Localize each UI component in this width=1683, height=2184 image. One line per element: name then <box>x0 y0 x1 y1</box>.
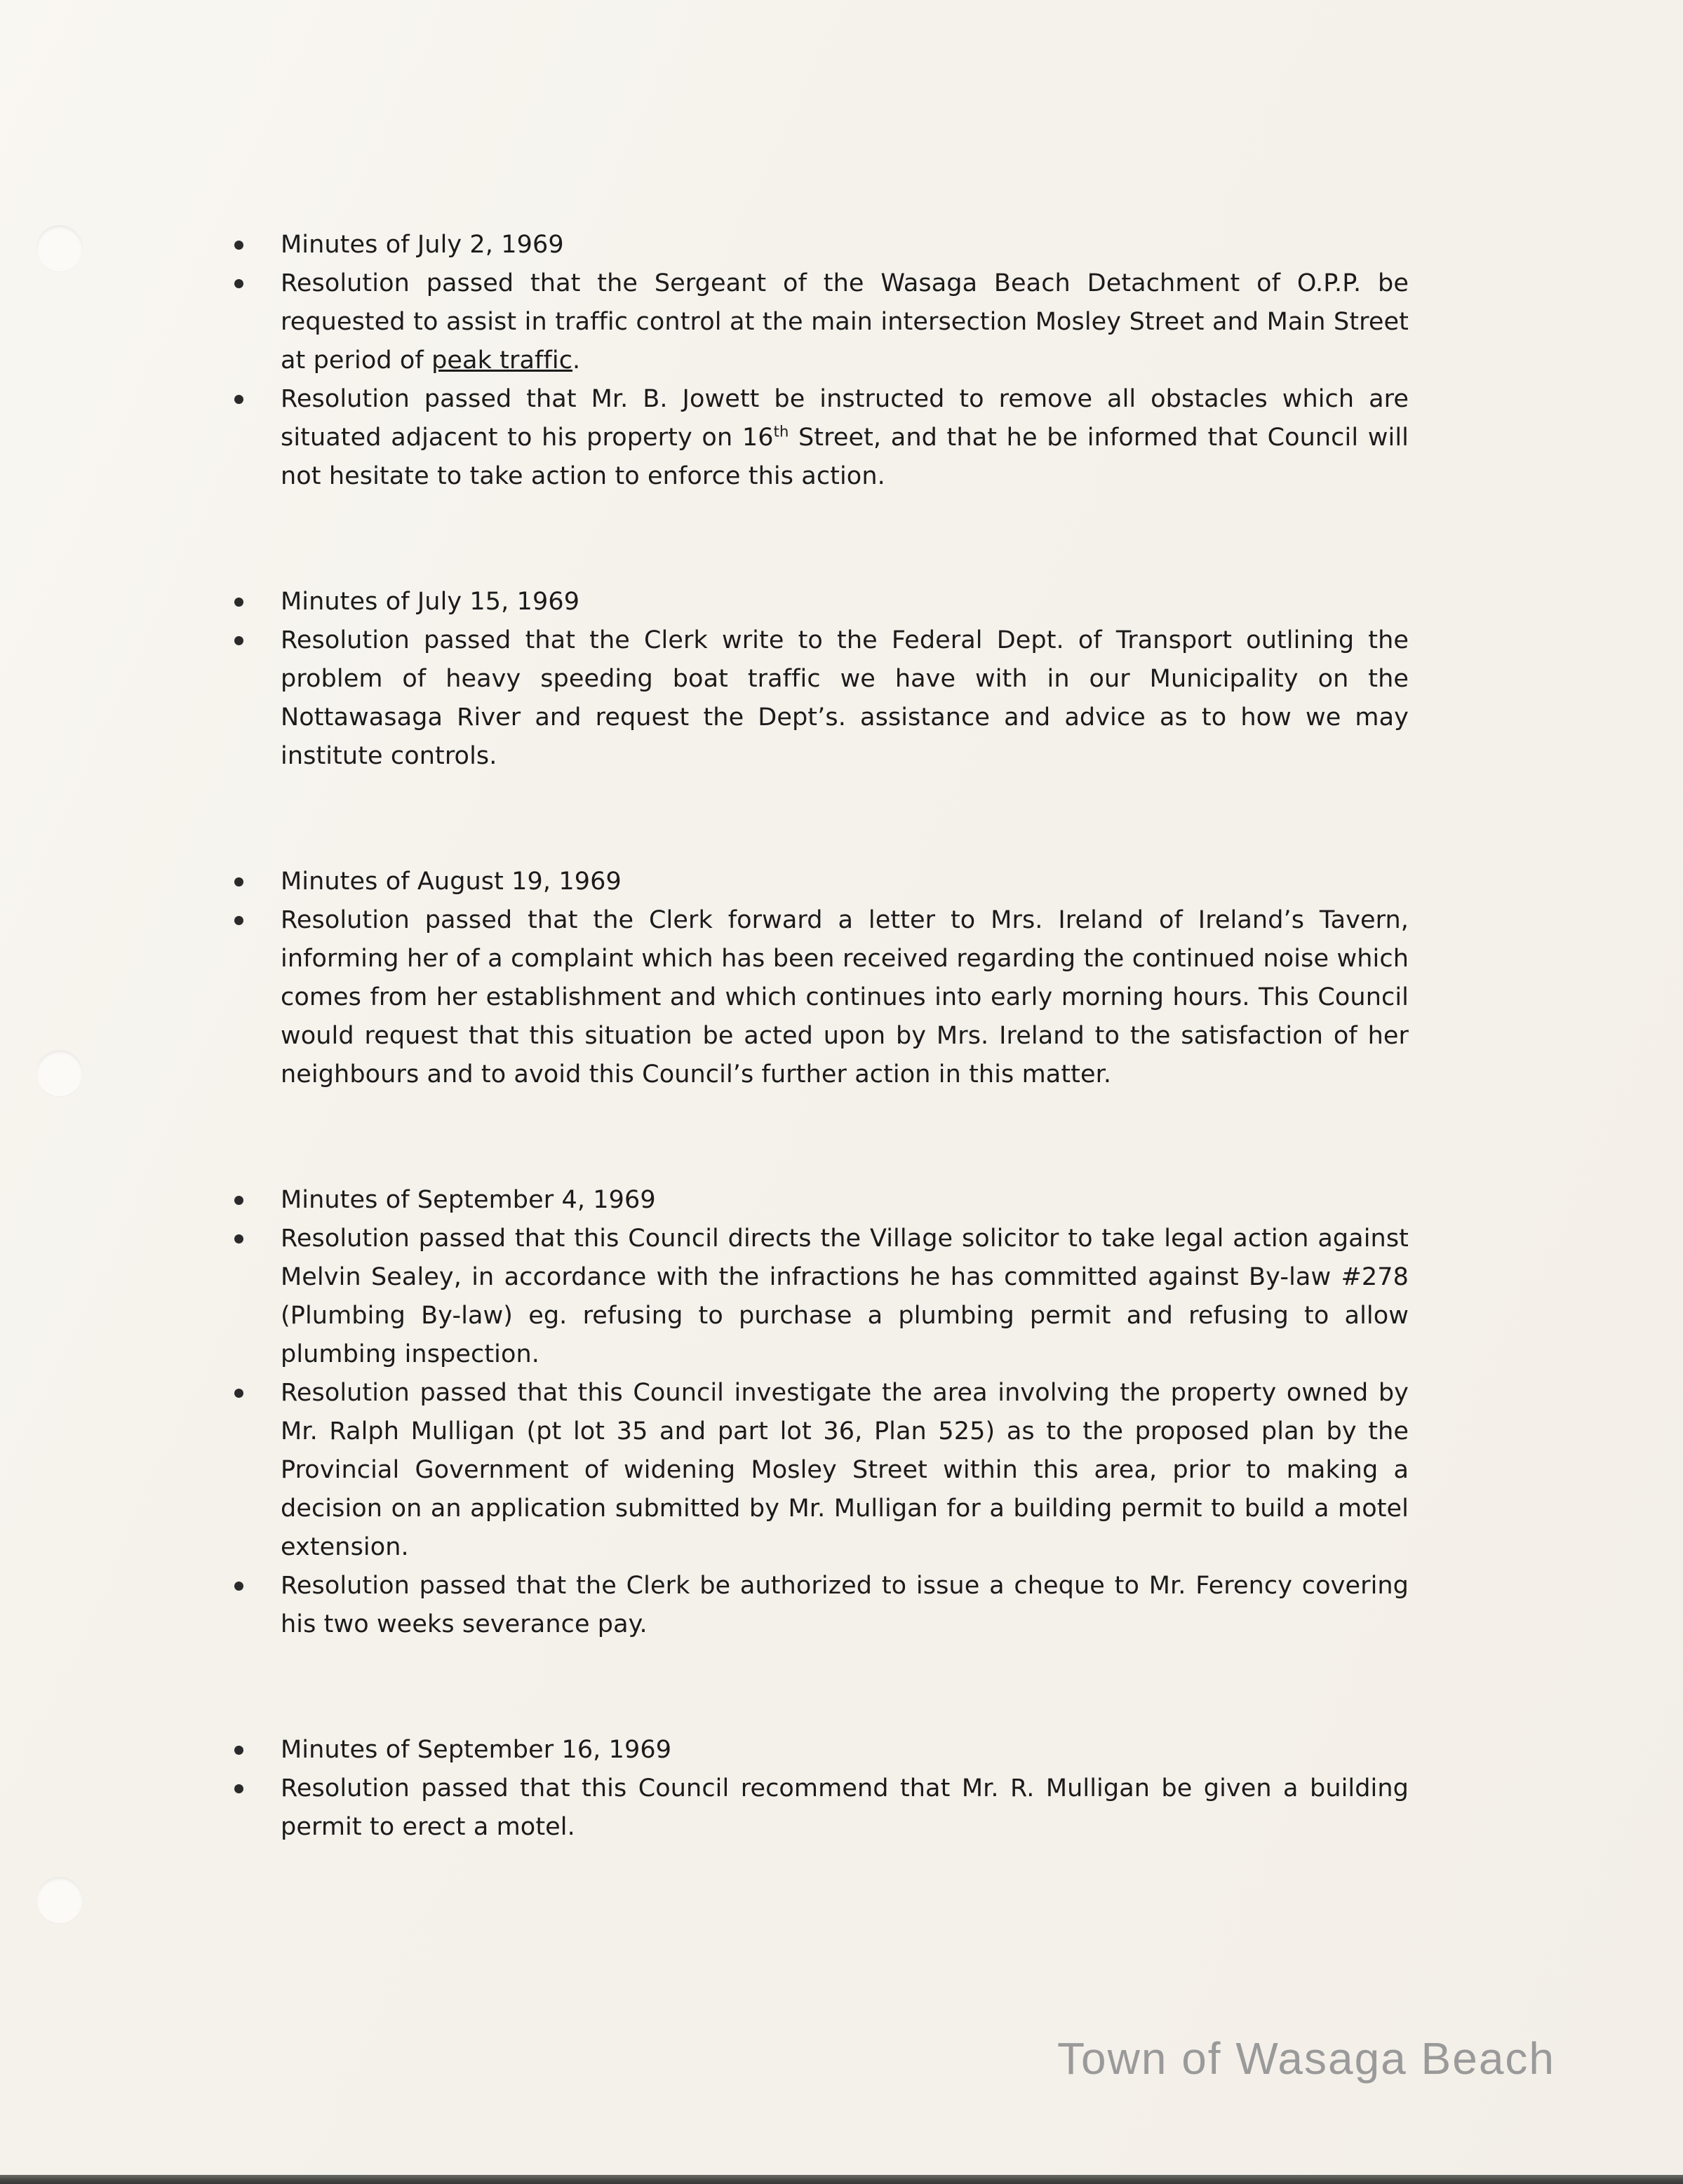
minutes-date-heading: Minutes of July 15, 1969 <box>281 583 1409 621</box>
bullet-list <box>281 1181 1409 1644</box>
resolution-text: . <box>572 346 581 375</box>
ordinal-suffix: th <box>773 423 789 440</box>
bullet-list <box>281 1731 1409 1847</box>
minutes-date-heading: Minutes of September 4, 1969 <box>281 1181 1409 1220</box>
minutes-section <box>281 583 1409 776</box>
minutes-section <box>281 863 1409 1094</box>
resolution-item <box>281 1220 1409 1374</box>
bullet-list <box>281 226 1409 496</box>
resolution-text: Street, and that he be informed that Council will not hesitate to take action to enforce this action. <box>281 424 1409 490</box>
hole-punch <box>36 1050 83 1096</box>
bullet-list <box>281 863 1409 1094</box>
minutes-date-heading: Minutes of September 16, 1969 <box>281 1731 1409 1770</box>
resolution-item <box>281 264 1409 380</box>
underlined-text: peak traffic <box>431 346 573 375</box>
resolution-item <box>281 901 1409 1094</box>
resolution-item <box>281 1374 1409 1567</box>
resolution-item <box>281 621 1409 776</box>
resolution-text: Resolution passed that the Clerk forward a letter to Mrs. Ireland of Ireland’s Tavern, informing her of a complaint which has been received regarding the continued noise which comes from her establishment and which continues into early morning hours. This Council would request that this situation be acted upon by Mrs. Ireland to the satisfaction of her neighbours and to avoid this Council’s further action in this matter. <box>281 906 1409 1088</box>
resolution-item <box>281 1770 1409 1847</box>
bullet-list <box>281 583 1409 776</box>
resolution-text: Resolution passed that the Clerk write to the Federal Dept. of Transport outlining the problem of heavy speeding boat traffic we have with in our Municipality on the Nottawasaga River and request the Dept’s. assistance and advice as to how we may institute controls. <box>281 626 1409 770</box>
resolution-text: Resolution passed that this Council recommend that Mr. R. Mulligan be given a building permit to erect a motel. <box>281 1774 1409 1841</box>
minutes-content <box>281 226 1409 1934</box>
watermark: Town of Wasaga Beach <box>1057 2033 1555 2084</box>
resolution-text: Resolution passed that this Council directs the Village solicitor to take legal action against Melvin Sealey, in accordance with the infractions he has committed against By-law #278 (Plumbing By-law) eg. refusing to purchase a plumbing permit and refusing to allow plumbing inspection. <box>281 1225 1409 1368</box>
minutes-section <box>281 1181 1409 1644</box>
resolution-text: Resolution passed that this Council investigate the area involving the property owned by Mr. Ralph Mulligan (pt lot 35 and part lot 36, Plan 525) as to the proposed plan by the Provincial Government of widening Mosley Street within this area, prior to making a decision on an application submitted by Mr. Mulligan for a building permit to build a motel extension. <box>281 1379 1409 1561</box>
minutes-date-heading: Minutes of July 2, 1969 <box>281 226 1409 264</box>
resolution-text: Resolution passed that the Sergeant of the Wasaga Beach Detachment of O.P.P. be requested to assist in traffic control at the main intersection Mosley Street and Main Street at period of <box>281 269 1409 375</box>
minutes-section <box>281 1731 1409 1847</box>
hole-punch <box>36 1877 83 1923</box>
minutes-section <box>281 226 1409 496</box>
resolution-item <box>281 380 1409 496</box>
resolution-text: Resolution passed that Mr. B. Jowett be instructed to remove all obstacles which are situated adjacent to his property on 16 <box>281 385 1409 452</box>
scan-bottom-edge <box>0 2175 1683 2184</box>
resolution-item <box>281 1567 1409 1644</box>
resolution-text: Resolution passed that the Clerk be authorized to issue a cheque to Mr. Ferency covering his two weeks severance pay. <box>281 1572 1409 1638</box>
hole-punch <box>36 225 83 271</box>
minutes-date-heading: Minutes of August 19, 1969 <box>281 863 1409 901</box>
